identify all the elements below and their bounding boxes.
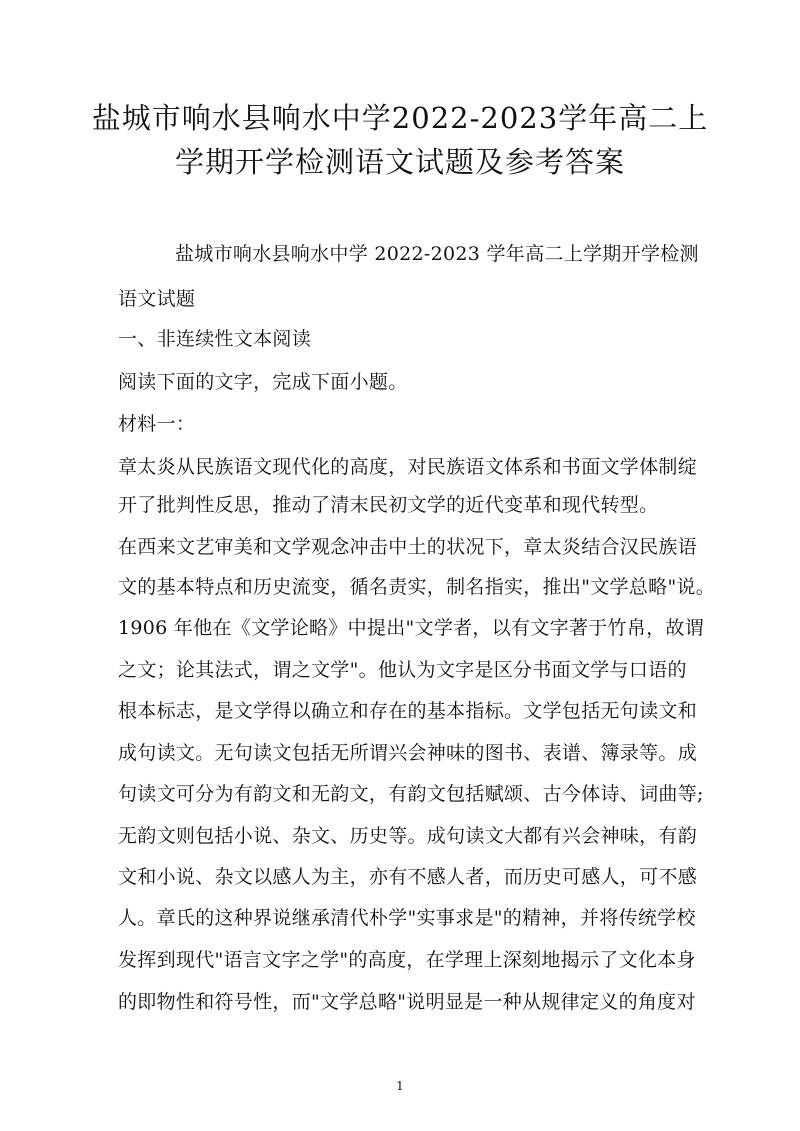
paragraph-2-line-3: 1906 年他在《文学论略》中提出"文学者，以有文字著于竹帛，故谓 — [118, 617, 705, 639]
paragraph-2-line-2: 文的基本特点和历史流变，循名责实，制名指实，推出"文学总略"说。 — [118, 576, 716, 598]
paragraph-2-line-9: 文和小说、杂文以感人为主，亦有不感人者，而历史可感人，可不感 — [118, 866, 698, 888]
page-number: 1 — [396, 1079, 404, 1093]
paragraph-2-line-5: 根本标志，是文学得以确立和存在的基本指标。文学包括无句读文和 — [118, 700, 698, 722]
section-heading: 一、非连续性文本阅读 — [118, 328, 312, 350]
paragraph-1-line-1: 章太炎从民族语文现代化的高度，对民族语文体系和书面文学体制绽 — [118, 456, 698, 478]
document-title-line-2: 学期开学检测语文试题及参考答案 — [174, 145, 625, 179]
material-label: 材料一： — [118, 413, 196, 435]
paragraph-1-line-2: 开了批判性反思，推动了清末民初文学的近代变革和现代转型。 — [118, 494, 659, 516]
paragraph-2-line-4: 之文；论其法式，谓之文学"。他认为文字是区分书面文学与口语的 — [118, 659, 687, 681]
paragraph-2-line-11: 发挥到现代"语言文字之学"的高度，在学理上深刻地揭示了文化本身 — [118, 949, 696, 971]
paragraph-2-line-8: 无韵文则包括小说、杂文、历史等。成句读文大都有兴会神味，有韵 — [118, 825, 698, 847]
document-title-line-1: 盐城市响水县响水中学2022-2023学年高二上 — [91, 101, 709, 135]
paragraph-2-line-6: 成句读文。无句读文包括无所谓兴会神味的图书、表谱、簿录等。成 — [118, 742, 698, 764]
subtitle-line-2: 语文试题 — [118, 288, 196, 310]
paragraph-2-line-1: 在西来文艺审美和文学观念冲击中土的状况下，章太炎结合汉民族语 — [118, 536, 698, 558]
paragraph-2-line-7: 句读文可分为有韵文和无韵文，有韵文包括赋颂、古今体诗、词曲等; — [118, 783, 704, 805]
paragraph-2-line-12: 的即物性和符号性，而"文学总略"说明显是一种从规律定义的角度对 — [118, 991, 696, 1013]
instruction-text: 阅读下面的文字，完成下面小题。 — [118, 371, 408, 393]
paragraph-2-line-10: 人。章氏的这种界说继承清代朴学"实事求是"的精神，并将传统学校 — [118, 907, 696, 929]
subtitle-line-1: 盐城市响水县响水中学 2022-2023 学年高二上学期开学检测 — [175, 243, 699, 265]
